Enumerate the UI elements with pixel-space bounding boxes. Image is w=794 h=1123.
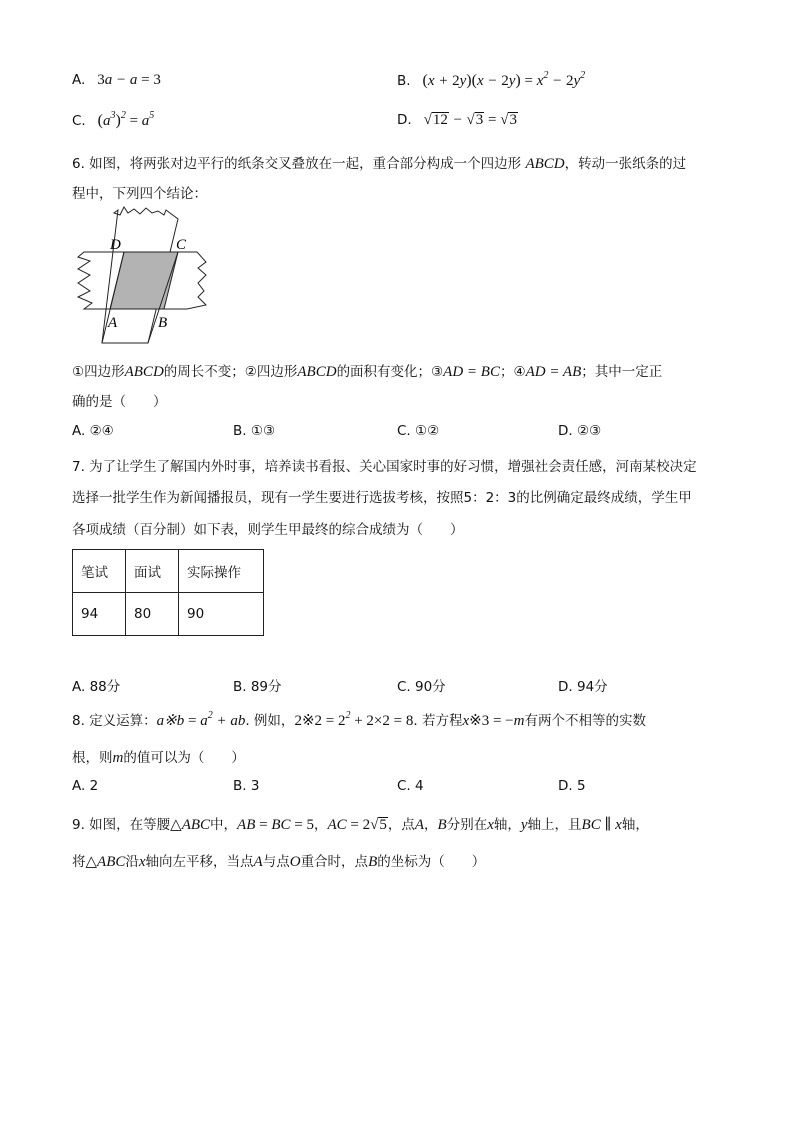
cell-practical: 90 bbox=[179, 593, 264, 636]
ad-eq-ab: AD = AB bbox=[525, 364, 582, 380]
q6-option-d[interactable]: D. ②③ bbox=[558, 423, 602, 439]
q9-line-1: 9. 如图，在等腰△ABC中，AB = BC = 5，AC = 2√5，点A，B分别在x轴，y轴上，且BC ∥ x轴， bbox=[72, 817, 649, 833]
q8-line-1: 8. 定义运算：a※b = $a^2$ + ab. 例如，2※2 = $2^2 + 2\times 2 = 8$. 若方程x※3 = −m有两个不相等的实数 bbox=[72, 710, 646, 729]
q8-option-c[interactable]: C. 4 bbox=[397, 778, 424, 794]
op-example: 2※2 = $2^2 + 2\times 2 = 8$ bbox=[294, 710, 414, 729]
q8-option-d[interactable]: D. 5 bbox=[558, 778, 586, 794]
label-a: A bbox=[108, 315, 118, 331]
q6-option-a[interactable]: A. ②④ bbox=[72, 423, 114, 439]
q6-line-last: 确的是（ ） bbox=[72, 394, 167, 410]
quad-abcd-shaded bbox=[110, 252, 178, 309]
cell-written: 94 bbox=[73, 593, 126, 636]
cell-interview: 80 bbox=[126, 593, 179, 636]
header-interview: 面试 bbox=[126, 550, 179, 593]
q8-option-a[interactable]: A. 2 bbox=[72, 778, 99, 794]
score-table bbox=[72, 549, 264, 636]
op-equation: x※3 = −m bbox=[462, 713, 525, 729]
math-expression: $(a^3)^2 = a^5$ bbox=[97, 110, 155, 129]
q8-line-2: 根，则m的值可以为（ ） bbox=[72, 750, 245, 766]
q8-option-b[interactable]: B. 3 bbox=[233, 778, 260, 794]
q7-option-c[interactable]: C. 90分 bbox=[397, 679, 446, 695]
label-d: D bbox=[110, 237, 121, 253]
q7-option-b[interactable]: B. 89分 bbox=[233, 679, 282, 695]
option-label: A. bbox=[72, 72, 86, 88]
q6-line-2: 程中，下列四个结论： bbox=[72, 186, 207, 202]
header-practical: 实际操作 bbox=[179, 550, 264, 593]
q7-line-2: 选择一批学生作为新闻播报员，现有一学生要进行选拔考核，按照5：2：3的比例确定最终成绩，学生甲 bbox=[72, 490, 692, 506]
q6-option-b[interactable]: B. ①③ bbox=[233, 423, 276, 439]
label-b: B bbox=[158, 315, 168, 331]
math-expression: √12 − √3 = √3 bbox=[423, 112, 517, 128]
table-row bbox=[73, 593, 264, 636]
op-definition: a※b = $a^2$ + ab bbox=[156, 710, 246, 729]
label-c: C bbox=[176, 237, 187, 253]
table-header-row bbox=[73, 550, 264, 593]
q7-line-1: 7. 为了让学生了解国内外时事，培养读书看报、关心国家时事的好习惯，增强社会责任感，河南某校决定 bbox=[72, 459, 697, 475]
q6-figure bbox=[70, 205, 220, 345]
q5-option-b[interactable] bbox=[397, 72, 585, 90]
q6-conclusions: ①四边形ABCD的周长不变；②四边形ABCD的面积有变化；③AD = BC；④AD = AB；其中一定正 bbox=[72, 364, 663, 380]
option-label: D. bbox=[397, 112, 412, 128]
q6-option-c[interactable]: C. ①② bbox=[397, 423, 440, 439]
math-expression: 3a − a = 3 bbox=[97, 72, 161, 88]
option-label: C. bbox=[72, 113, 86, 129]
q6-line-1: 6. 如图，将两张对边平行的纸条交叉叠放在一起，重合部分构成一个四边形 ABCD，转动一张纸条的过 bbox=[72, 156, 687, 172]
q5-option-c[interactable] bbox=[72, 112, 154, 130]
q7-option-a[interactable]: A. 88分 bbox=[72, 679, 121, 695]
q7-option-d[interactable]: D. 94分 bbox=[558, 679, 608, 695]
quad-abcd: ABCD bbox=[525, 156, 565, 172]
ad-eq-bc: AD = BC bbox=[443, 364, 500, 380]
header-written: 笔试 bbox=[73, 550, 126, 593]
math-expression: $(x + 2y)(x - 2y) = x^2 - 2y^2$ bbox=[422, 70, 586, 89]
q5-option-d[interactable] bbox=[397, 112, 518, 129]
option-label: B. bbox=[397, 73, 411, 89]
q5-option-a[interactable] bbox=[72, 72, 161, 89]
q7-line-3: 各项成绩（百分制）如下表，则学生甲最终的综合成绩为（ ） bbox=[72, 522, 464, 538]
q9-line-2: 将△ABC沿x轴向左平移，当点A与点O重合时，点B的坐标为（ ） bbox=[72, 854, 486, 870]
